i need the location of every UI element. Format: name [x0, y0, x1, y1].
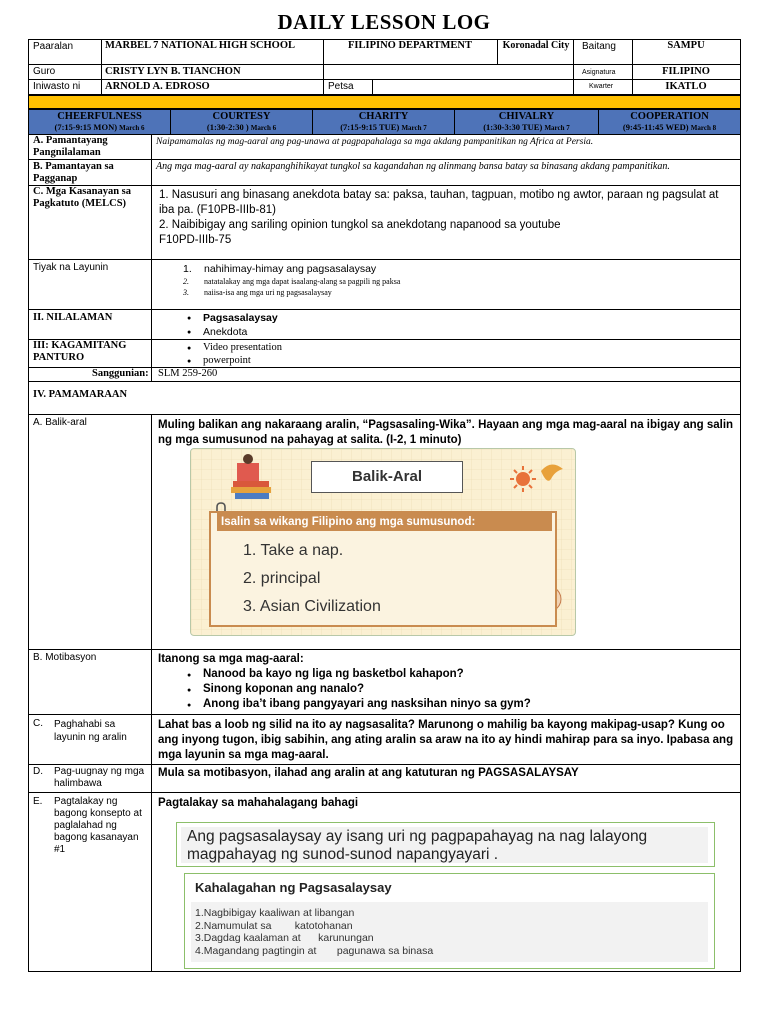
kahalagahan-item: 4.Magandang pagtingin at pagunawa sa binasa	[195, 944, 434, 957]
slide-title: Balik-Aral	[351, 468, 423, 485]
row-balik-text: Muling balikan ang nakaraang aralin, “Pagsasaling-Wika”. Hayaan ang mga mag-aaral na ibigay ang salin ng mga sumusunod na pahayag at salita. (I-2, 1 minuto)	[158, 419, 734, 446]
core-value-name: COOPERATION	[630, 111, 709, 122]
guro-value: CRISTY LYN B. TIANCHON	[105, 66, 241, 77]
kagamitan-list	[183, 341, 282, 367]
asignatura-value: FILIPINO	[662, 66, 710, 77]
kahalagahan-item: 3.Dagdag kaalaman at karunungan	[195, 932, 374, 944]
iniwasto-label: Iniwasto ni	[33, 81, 81, 92]
row-e-letter: E.	[33, 796, 43, 807]
row-c-line2: 2. Naibibigay ang sariling opinion tungkol sa anekdotang napanood sa youtube	[159, 219, 561, 231]
kahalagahan-title: Kahalagahan ng Pagsasalaysay	[195, 880, 392, 895]
row-moti-label: B. Motibasyon	[33, 652, 97, 663]
tiyak-item-number: 2.	[183, 277, 189, 286]
asignatura-label: Asignatura	[582, 69, 616, 76]
row-sanggunian-value-cell	[151, 367, 741, 382]
core-value-name: CHARITY	[358, 111, 409, 122]
guro-label: Guro	[33, 66, 56, 77]
city-value: Koronadal City	[502, 40, 570, 51]
core-value-date: March 7	[401, 124, 427, 132]
tiyak-item-number: 1.	[183, 263, 192, 275]
row-c2-text: Lahat bas a loob ng silid na ito ay nagsasalita? Marunong o mahilig ba kayong makipag-usap? Kung oo ang inyong tugon, ibig sabihin, ang ating aralin sa araw na ito ay hindi mahirap para sa inyo. Ipabasa ang mga layunin sa mga mag-aaral.	[158, 719, 734, 761]
row-d-text-bold: PAGSASALAYSAY	[478, 767, 579, 779]
core-value-name: CHEERFULNESS	[57, 111, 142, 122]
kwarter-label: Kwarter	[589, 83, 614, 90]
baitang-value: SAMPU	[667, 40, 705, 51]
list-item: ● Pagsasalaysay	[183, 311, 278, 325]
row-tiyak-label: Tiyak na Layunin	[33, 262, 109, 273]
core-value-cheerfulness	[28, 109, 171, 135]
slide-instruction: Isalin sa wikang Filipino ang mga sumusunod:	[221, 516, 476, 528]
core-value-charity	[312, 109, 455, 135]
slide-item: 2. principal	[243, 570, 321, 587]
row-e-label: Pagtalakay ng bagong konsepto at paglalahad ng bagong kasanayan #1	[54, 796, 142, 855]
tiyak-item-text: nahihimay-himay ang pagsasalaysay	[204, 263, 377, 275]
kahalagahan-item: 2.Namumulat sa katotohanan	[195, 919, 353, 932]
core-value-name: COURTESY	[212, 111, 271, 122]
row-kagamitan-label: III: KAGAMITANG PANTURO	[33, 340, 127, 363]
row-a-label: A. Pamantayang Pangnilalaman	[33, 135, 108, 158]
tiyak-item-number: 3.	[183, 288, 189, 297]
core-value-name: CHIVALRY	[498, 111, 555, 122]
row-b-value: Ang mga mag-aaral ay nakapanghihikayat tungkol sa kagandahan ng alinmang bansa batay sa binasang akdang pampanitikan.	[156, 161, 670, 172]
core-value-chivalry	[454, 109, 599, 135]
row-sanggunian-value: SLM 259-260	[158, 368, 218, 379]
kahalagahan-item: 1.Nagbibigay kaaliwan at libangan	[195, 907, 355, 919]
core-value-time: (9:45-11:45 WED)	[622, 122, 689, 132]
tiyak-item-text: natatalakay ang mga dapat isaalang-alang sa pagpili ng paksa	[204, 277, 401, 286]
paaralan-value: MARBEL 7 NATIONAL HIGH SCHOOL	[105, 40, 296, 51]
row-c2-label: Paghahabi sa layunin ng aralin	[54, 719, 127, 743]
kahalagahan-box	[184, 873, 715, 969]
row-nilalaman-label: II. NILALAMAN	[33, 312, 113, 323]
core-value-date: March 6	[119, 124, 145, 132]
page-title: DAILY LESSON LOG	[277, 10, 491, 34]
list-item: ● Video presentation	[183, 341, 282, 354]
row-d-text	[158, 766, 736, 780]
core-value-time: (7:15-9:15 MON)	[54, 122, 118, 132]
moti-questions	[183, 667, 531, 712]
row-a-value: Naipamamalas ng mag-aaral ang pag-unawa at pagpapahalaga sa mga akdang pampanitikan ng Africa at Persia.	[156, 137, 594, 147]
row-b-label: B. Pamantayan sa Pagganap	[33, 161, 114, 184]
core-value-date: March 8	[690, 124, 717, 132]
yellow-band	[28, 95, 741, 109]
core-value-date: March 7	[544, 124, 570, 132]
core-value-courtesy	[170, 109, 313, 135]
core-value-cooperation	[598, 109, 741, 135]
paaralan-label: Paaralan	[33, 41, 74, 52]
list-item: ● Sinong koponan ang nanalo?	[183, 682, 531, 697]
empty-cell	[323, 64, 574, 80]
definition-box	[176, 822, 715, 867]
department-value: FILIPINO DEPARTMENT	[348, 40, 472, 51]
row-balik-label-cell	[28, 414, 152, 650]
row-e-text: Pagtalakay sa mahahalagang bahagi	[158, 797, 359, 809]
row-sanggunian-label: Sanggunian:	[92, 368, 149, 379]
core-value-time: (7:15-9:15 TUE)	[340, 122, 400, 132]
petsa-label: Petsa	[328, 81, 354, 92]
core-value-time: (1:30-3:30 TUE)	[483, 122, 543, 132]
definition-text: Ang pagsasalaysay ay isang uri ng pagpapahayag na nag lalayong magpahayag ng sunod-sunod napangyayari .	[187, 828, 648, 863]
core-value-time: (1:30-2:30 )	[206, 122, 249, 132]
slide-item: 1. Take a nap.	[243, 542, 344, 559]
row-pamamaraan-label: IV. PAMAMARAAN	[33, 389, 128, 400]
balik-aral-slide	[190, 448, 576, 636]
row-c2-letter: C.	[33, 718, 43, 729]
row-c-line3: F10PD-IIIb-75	[159, 234, 232, 246]
nilalaman-list	[183, 311, 278, 339]
list-item: ● Anekdota	[183, 325, 278, 339]
list-item: ● powerpoint	[183, 354, 282, 367]
row-d-label: Pag-uugnay ng mga halimbawa	[54, 766, 145, 789]
iniwasto-value: ARNOLD A. EDROSO	[105, 81, 210, 92]
kwarter-value: IKATLO	[665, 81, 707, 92]
list-item: ● Nanood ba kayo ng liga ng basketbol kahapon?	[183, 667, 531, 682]
row-balik-label: A. Balik-aral	[33, 417, 87, 428]
row-c-line1: 1. Nasusuri ang binasang anekdota batay sa: paksa, tauhan, tagpuan, motibo ng awtor, paraan ng pagsulat at iba pa. (F10PB-IIIb-81)	[159, 189, 719, 216]
row-pamamaraan-cell	[28, 381, 741, 415]
row-c-label: C. Mga Kasanayan sa Pagkatuto (MELCS)	[33, 186, 132, 209]
petsa-value-cell	[372, 79, 574, 95]
list-item: ● Anong iba’t ibang pangyayari ang nasksihan ninyo sa gym?	[183, 697, 531, 712]
core-value-date: March 6	[250, 124, 277, 132]
row-moti-text: Itanong sa mga mag-aaral:	[158, 653, 304, 665]
baitang-label: Baitang	[582, 41, 616, 52]
row-d-text-pre: Mula sa motibasyon, ilahad ang aralin at ang katuturan ng	[158, 767, 479, 779]
tiyak-item-text: naiisa-isa ang mga uri ng pagsasalaysay	[204, 288, 332, 297]
row-d-letter: D.	[33, 766, 43, 777]
slide-item: 3. Asian Civilization	[243, 598, 381, 615]
